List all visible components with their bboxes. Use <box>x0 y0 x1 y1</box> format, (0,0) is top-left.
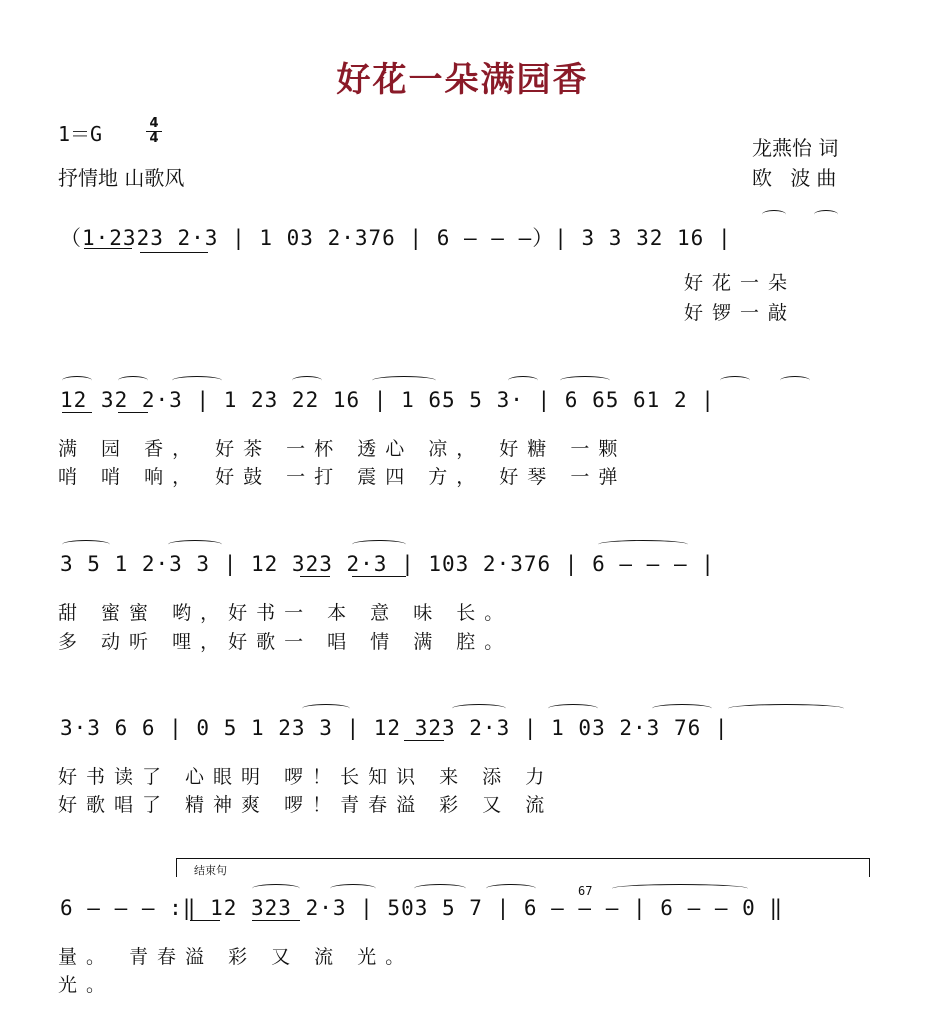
system-2-notes: 12 32 2·3 | 1 23 22 16 | 1 65 5 3· | 6 65 61 2 | <box>60 388 715 412</box>
system-5-lyrics-verse-2: 光。 <box>58 974 115 996</box>
slur-mark <box>486 884 536 893</box>
ending-label: 结束句 <box>194 864 227 877</box>
beam-underline <box>252 920 300 921</box>
slur-mark <box>62 540 110 549</box>
slur-mark <box>352 540 406 549</box>
slur-mark <box>508 376 538 385</box>
ending-bracket <box>176 858 870 877</box>
expression-marking: 抒情地 山歌风 <box>58 166 185 190</box>
slur-mark <box>652 704 712 713</box>
slur-mark <box>720 376 750 385</box>
beam-underline <box>62 412 92 413</box>
system-5-lyrics-verse-1: 量。 青春溢 彩 又 流 光。 <box>58 946 414 968</box>
slur-mark <box>414 884 466 893</box>
time-signature-top: 4 <box>149 116 159 131</box>
slur-mark <box>292 376 322 385</box>
slur-mark <box>252 884 300 893</box>
slur-mark <box>118 376 148 385</box>
system-5-notes: 6 — — — :‖ 12 323 2·3 | 503 5 7 | 6 — — — | 6 — — 0 ‖ <box>60 896 784 920</box>
slur-mark <box>172 376 222 385</box>
slur-mark <box>168 540 222 549</box>
system-4-notes: 3·3 6 6 | 0 5 1 23 3 | 12 323 2·3 | 1 03 2·3 76 | <box>60 716 729 740</box>
slur-mark <box>728 704 844 713</box>
song-title: 好花一朵满园香 <box>336 60 589 100</box>
system-1-lyrics-verse-1: 好花一朵 <box>684 272 797 294</box>
system-1-notes: （1·2323 2·3 | 1 03 2·376 | 6 — — —）| 3 3 32 16 | <box>60 226 732 250</box>
lyricist-credit: 龙燕怡 词 <box>752 136 839 160</box>
slur-mark <box>762 210 786 219</box>
slur-mark <box>814 210 838 219</box>
grace-notes: 67 <box>578 884 593 898</box>
beam-underline <box>352 576 406 577</box>
beam-underline <box>300 576 330 577</box>
slur-mark <box>780 376 810 385</box>
system-3-lyrics-verse-2: 多 动听 哩，好歌一 唱 情 满 腔。 <box>58 631 513 653</box>
system-2-lyrics-verse-2: 哨 哨 响， 好鼓 一打 震四 方， 好琴 一弹 <box>58 466 627 488</box>
beam-underline <box>404 740 444 741</box>
composer-credit: 欧 波曲 <box>752 166 843 190</box>
slur-mark <box>330 884 376 893</box>
slur-mark <box>598 540 688 549</box>
beam-underline <box>190 920 220 921</box>
system-4-lyrics-verse-2: 好歌唱了 精神爽 啰！青春溢 彩 又 流 <box>58 794 554 816</box>
slur-mark <box>372 376 436 385</box>
beam-underline <box>84 248 132 249</box>
system-3-notes: 3 5 1 2·3 3 | 12 323 2·3 | 103 2·376 | 6 — — — | <box>60 552 715 576</box>
slur-mark <box>548 704 598 713</box>
system-1-lyrics-verse-2: 好锣一敲 <box>684 302 797 324</box>
system-2-lyrics-verse-1: 满 园 香， 好茶 一杯 透心 凉， 好糖 一颗 <box>58 438 627 460</box>
beam-underline <box>118 412 148 413</box>
system-3-lyrics-verse-1: 甜 蜜蜜 哟，好书一 本 意 味 长。 <box>58 602 513 624</box>
time-signature-bottom: 4 <box>149 131 159 146</box>
time-signature <box>146 118 162 145</box>
slur-mark <box>302 704 350 713</box>
key-signature: 1＝G <box>58 122 103 146</box>
slur-mark <box>62 376 92 385</box>
slur-mark <box>560 376 610 385</box>
beam-underline <box>140 252 208 253</box>
system-4-lyrics-verse-1: 好书读了 心眼明 啰！长知识 来 添 力 <box>58 766 554 788</box>
slur-mark <box>612 884 748 893</box>
slur-mark <box>452 704 506 713</box>
